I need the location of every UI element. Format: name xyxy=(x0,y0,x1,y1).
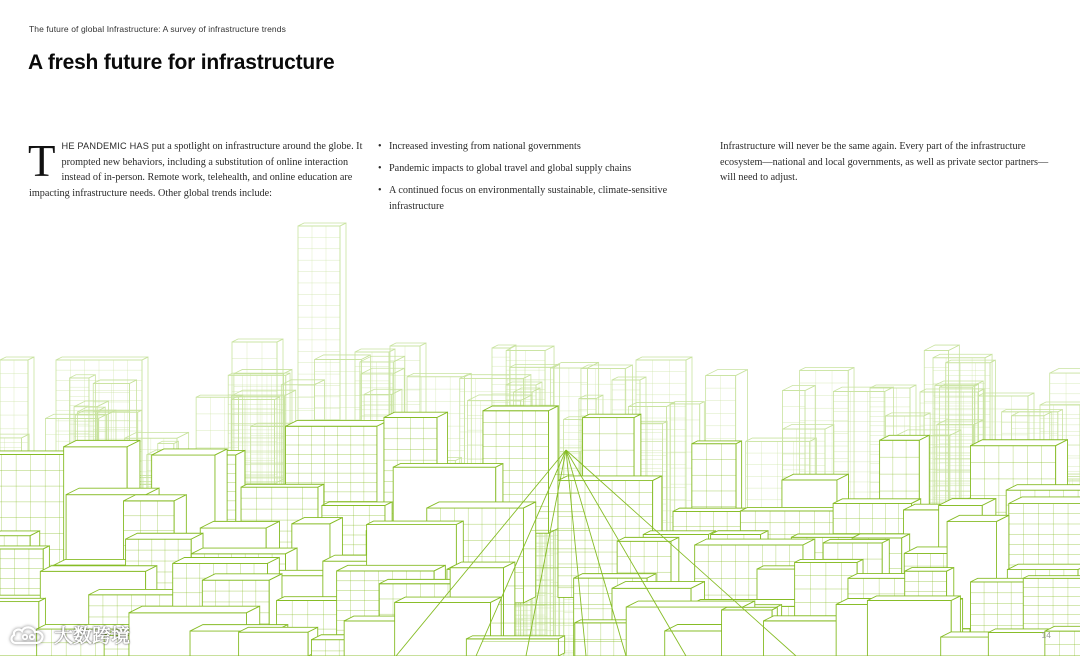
bullet-icon: • xyxy=(378,185,382,196)
list-item xyxy=(377,139,677,155)
conclusion-paragraph xyxy=(720,139,1055,186)
drop-cap: T xyxy=(28,136,56,186)
watermark xyxy=(8,621,130,648)
list-item-text: Pandemic impacts to global travel and global supply chains xyxy=(389,163,632,174)
list-item-text: A continued focus on environmentally sustainable, climate-sensitive infrastructure xyxy=(389,185,668,212)
intro-paragraph xyxy=(28,136,364,201)
building xyxy=(466,636,564,656)
list-item-text: Increased investing from national governments xyxy=(389,141,581,152)
list-item xyxy=(377,161,677,177)
watermark-text: 大数跨境 xyxy=(54,625,131,647)
bullet-icon: • xyxy=(378,141,382,152)
page-title: A fresh future for infrastructure xyxy=(28,51,335,74)
bullet-icon: • xyxy=(378,163,382,174)
cloud-logo-icon xyxy=(8,624,48,646)
trends-list xyxy=(377,139,677,221)
conclusion-text: Infrastructure will never be the same again. Every part of the infrastructure ecosystem—national and local governments, as well as private sector partners—will need to adjust. xyxy=(720,141,1049,183)
building xyxy=(239,627,318,656)
page-number: 14 xyxy=(1041,630,1051,640)
city-skyline-illustration xyxy=(0,210,1080,656)
intro-text: put a spotlight on infrastructure around the globe. It prompted new behaviors, including a substitution of online interaction instead of in-person. Remote work, telehealth, and online education are impacting infrastructure needs. Other global trends include: xyxy=(29,141,363,199)
running-header: The future of global Infrastructure: A survey of infrastructure trends xyxy=(29,24,286,34)
lead-in-text: HE PANDEMIC HAS xyxy=(61,141,150,151)
